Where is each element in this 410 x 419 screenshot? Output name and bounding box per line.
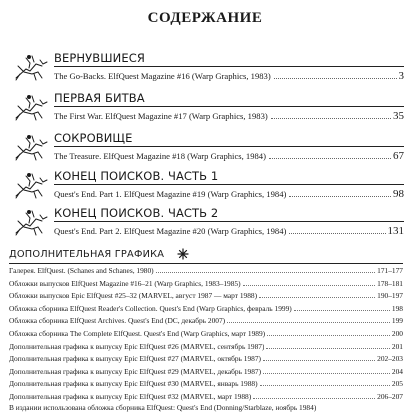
list-item[interactable] <box>9 354 403 367</box>
entry-heading: КОНЕЦ ПОИСКОВ. ЧАСТЬ 1 <box>54 169 219 183</box>
page-title: СОДЕРЖАНИЕ <box>147 10 263 26</box>
toc-entry[interactable] <box>12 170 404 204</box>
wolf-rider-emblem-icon <box>12 92 52 122</box>
item-page: 205 <box>391 379 403 389</box>
entry-page: 67 <box>393 150 404 162</box>
item-text: Дополнительная графика к выпуску Epic ElfQuest #30 (MARVEL, январь 1988) <box>9 379 258 389</box>
toc-entry[interactable] <box>12 92 404 126</box>
entry-rule <box>54 184 404 185</box>
dot-leader <box>289 233 385 234</box>
dot-leader <box>289 196 391 197</box>
toc-entry[interactable] <box>12 52 404 86</box>
entry-line <box>54 150 404 164</box>
item-page: 202–203 <box>377 354 403 364</box>
item-page: 178–181 <box>377 278 403 288</box>
item-text: Обложки выпусков ElfQuest Magazine #16–21 (Warp Graphics, 1983–1985) <box>9 278 241 288</box>
item-text: Дополнительная графика к выпуску Epic ElfQuest #27 (MARVEL, октябрь 1987) <box>9 354 261 364</box>
item-page: 199 <box>391 316 403 326</box>
entry-line <box>54 70 404 84</box>
dot-leader <box>253 398 375 399</box>
entry-subtitle: The First War. ElfQuest Magazine #17 (Warp Graphics, 1983) <box>54 111 268 121</box>
entry-subtitle: The Go-Backs. ElfQuest Magazine #16 (Warp Graphics, 1983) <box>54 71 271 81</box>
item-text: Обложка сборника ElfQuest Reader's Collection. Quest's End (Warp Graphics, февраль 1999) <box>9 303 292 313</box>
entry-page: 98 <box>393 188 404 200</box>
dot-leader <box>267 335 390 336</box>
list-item[interactable] <box>9 266 403 279</box>
wolf-rider-emblem-icon <box>12 52 52 82</box>
entry-heading: ПЕРВАЯ БИТВА <box>54 91 145 105</box>
entry-rule <box>54 221 404 222</box>
item-text: Галерея. ElfQuest. (Schanes and Schanes, 1980) <box>9 266 154 275</box>
dot-leader <box>294 310 390 311</box>
entry-page: 131 <box>387 225 404 237</box>
dot-leader <box>260 385 390 386</box>
item-text: Дополнительная графика к выпуску Epic ElfQuest #26 (MARVEL, сентябрь 1987) <box>9 341 265 351</box>
item-page: 171–177 <box>377 266 403 275</box>
entry-rule <box>54 66 404 67</box>
entry-line <box>54 188 404 202</box>
dot-leader <box>156 272 375 273</box>
star-icon <box>177 248 189 260</box>
dot-leader <box>227 322 390 323</box>
item-page: 206–207 <box>377 391 403 401</box>
wolf-rider-emblem-icon <box>12 170 52 200</box>
wolf-rider-emblem-icon <box>12 207 52 237</box>
dot-leader <box>271 118 391 119</box>
extra-section-rule <box>9 263 403 264</box>
extra-heading-text: ДОПОЛНИТЕЛЬНАЯ ГРАФИКА <box>9 249 165 260</box>
list-item[interactable] <box>9 304 403 317</box>
list-item[interactable] <box>9 316 403 329</box>
list-item[interactable] <box>9 342 403 355</box>
item-text: Обложка сборника The Complete ElfQuest. Quest's End (Warp Graphics, март 1989) <box>9 328 266 338</box>
item-page: 198 <box>391 303 403 313</box>
entry-heading: ВЕРНУВШИЕСЯ <box>54 51 145 65</box>
extra-list <box>9 266 403 405</box>
list-item[interactable] <box>9 291 403 304</box>
item-text: Обложка сборника ElfQuest Archives. Quest's End (DC, декабрь 2007) <box>9 316 226 326</box>
entry-line <box>54 110 404 124</box>
entry-page: 3 <box>398 70 404 82</box>
entry-heading: КОНЕЦ ПОИСКОВ. ЧАСТЬ 2 <box>54 206 219 220</box>
dot-leader <box>263 373 390 374</box>
item-text: Обложки выпусков Epic ElfQuest #25–32 (MARVEL, август 1987 — март 1988) <box>9 291 258 301</box>
list-item[interactable] <box>9 367 403 380</box>
item-text: Дополнительная графика к выпуску Epic ElfQuest #32 (MARVEL, март 1988) <box>9 391 252 401</box>
dot-leader <box>243 285 376 286</box>
item-page: 204 <box>391 366 403 376</box>
toc-entry[interactable] <box>12 132 404 166</box>
extra-section-heading <box>9 249 405 263</box>
dot-leader <box>259 297 375 298</box>
item-page: 190–197 <box>377 291 403 301</box>
dot-leader <box>274 78 397 79</box>
dot-leader <box>263 360 375 361</box>
entry-page: 35 <box>393 110 404 122</box>
item-page: 200 <box>391 328 403 338</box>
entry-heading: СОКРОВИЩЕ <box>54 131 133 145</box>
toc-entry[interactable] <box>12 207 404 241</box>
entry-line <box>54 225 404 239</box>
item-text: Дополнительная графика к выпуску Epic ElfQuest #29 (MARVEL, декабрь 1987) <box>9 366 262 376</box>
entry-subtitle: The Treasure. ElfQuest Magazine #18 (Warp Graphics, 1984) <box>54 151 266 161</box>
entry-subtitle: Quest's End. Part 1. ElfQuest Magazine #19 (Warp Graphics, 1984) <box>54 189 287 199</box>
dot-leader <box>266 348 389 349</box>
list-item[interactable] <box>9 329 403 342</box>
list-item[interactable] <box>9 379 403 392</box>
wolf-rider-emblem-icon <box>12 132 52 162</box>
list-item[interactable] <box>9 279 403 292</box>
item-page: 201 <box>391 341 403 351</box>
footer-note: В издании использована обложка сборника ElfQuest: Quest's End (Donning/Starblaze, ноябрь 1984) <box>9 403 317 412</box>
dot-leader <box>269 158 391 159</box>
entry-rule <box>54 146 404 147</box>
entry-rule <box>54 106 404 107</box>
entry-subtitle: Quest's End. Part 2. ElfQuest Magazine #20 (Warp Graphics, 1984) <box>54 226 287 236</box>
